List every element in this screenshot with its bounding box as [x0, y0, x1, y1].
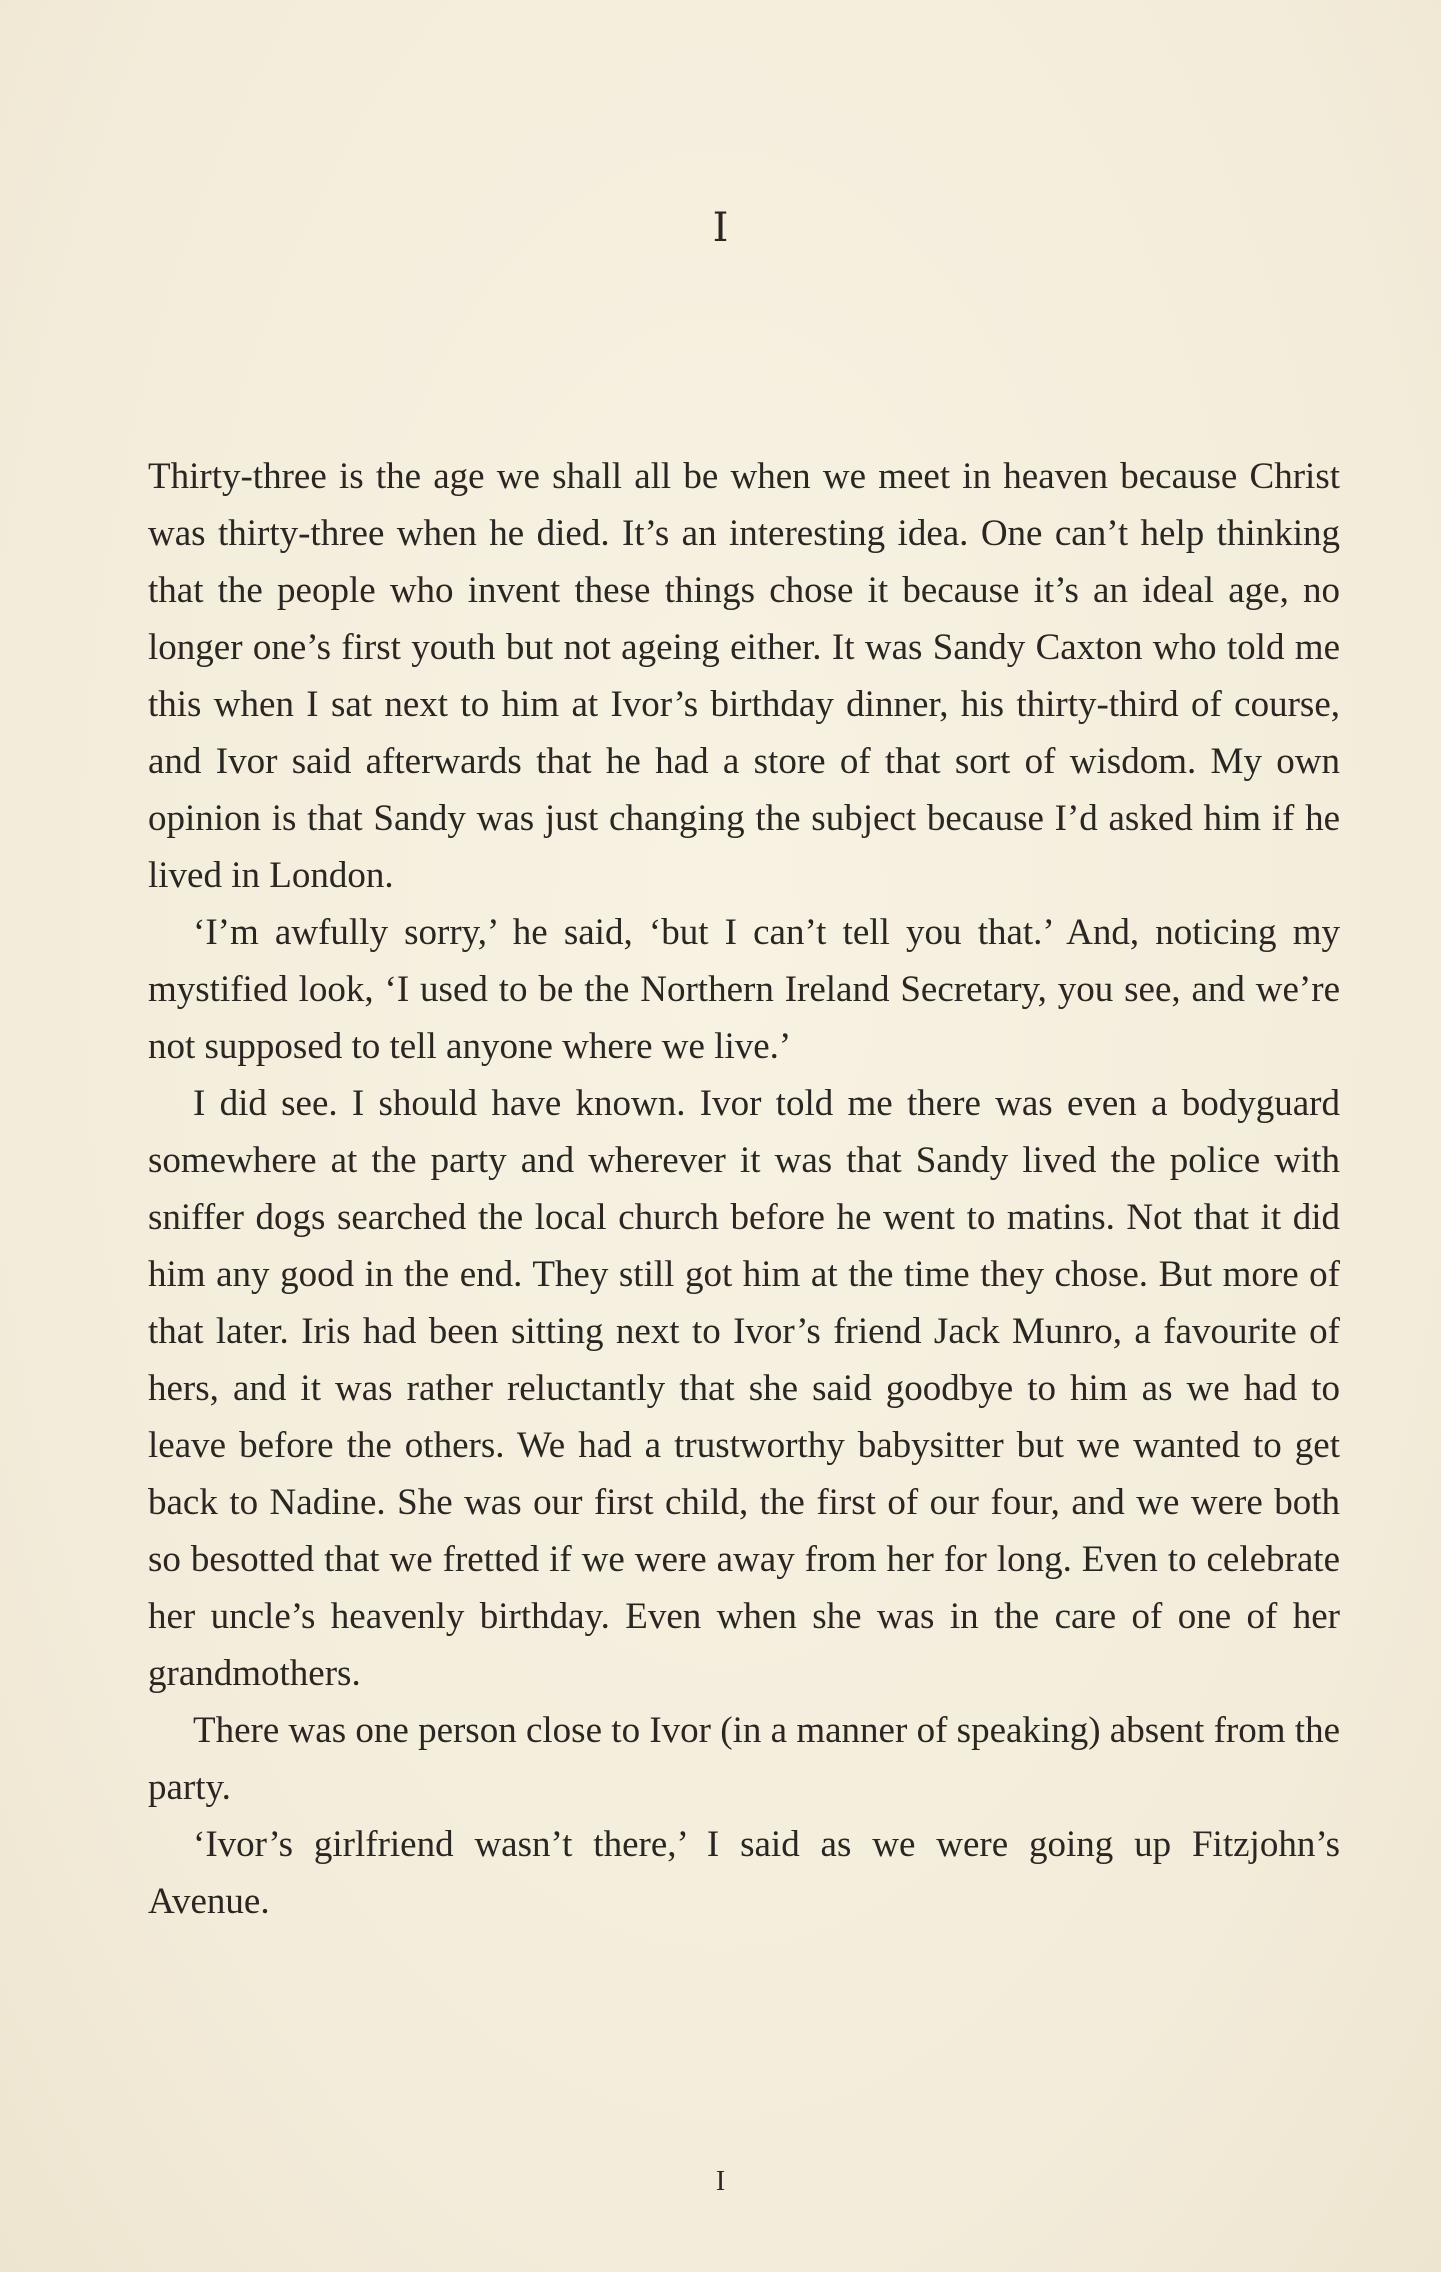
paragraph: Thirty-three is the age we shall all be when we meet in heaven because Christ was thirty-three when he died. It’s an interesting idea. One can’t help thinking that the people who invent these things chose it because it’s an ideal age, no longer one’s first youth but not ageing either. It was Sandy Caxton who told me this when I sat next to him at Ivor’s birthday dinner, his thirty-third of course, and Ivor said afterwards that he had a store of that sort of wisdom. My own opinion is that Sandy was just changing the subject because I’d asked him if he lived in London. [148, 456, 1340, 896]
paragraph: ‘Ivor’s girlfriend wasn’t there,’ I said as we were going up Fitzjohn’s Avenue. [148, 1824, 1340, 1922]
page-number: I [715, 2166, 726, 2197]
paragraph: ‘I’m awfully sorry,’ he said, ‘but I can’t tell you that.’ And, noticing my mystified look, ‘I used to be the Northern Ireland Secretary, you see, and we’re not supposed to tell anyone where we live.’ [148, 912, 1340, 1067]
body-text [148, 448, 1340, 1930]
paragraph: I did see. I should have known. Ivor told me there was even a bodyguard somewhere at the party and wherever it was that Sandy lived the police with sniffer dogs searched the local church before he went to matins. Not that it did him any good in the end. They still got him at the time they chose. But more of that later. Iris had been sitting next to Ivor’s friend Jack Munro, a favourite of hers, and it was rather reluctantly that she said goodbye to him as we had to leave before the others. We had a trustworthy babysitter but we wanted to get back to Nadine. She was our first child, the first of our four, and we were both so besotted that we fretted if we were away from her for long. Even to celebrate her uncle’s heavenly birthday. Even when she was in the care of one of her grandmothers. [148, 1083, 1340, 1694]
paragraph: There was one person close to Ivor (in a manner of speaking) absent from the party. [148, 1710, 1340, 1808]
chapter-number: I [712, 205, 729, 251]
